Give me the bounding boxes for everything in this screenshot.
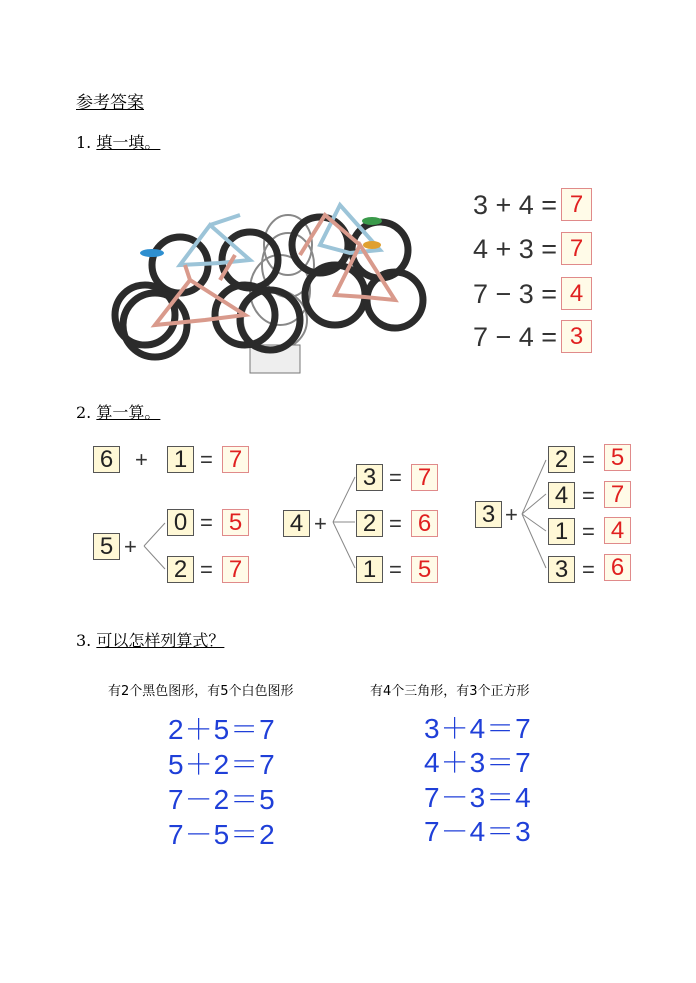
s2-row-b: 1 xyxy=(167,446,194,473)
s3-right-caption: 有4个三角形，有3个正方形 xyxy=(370,684,530,699)
tree2-base: 4 xyxy=(283,510,310,537)
s3-left-eq3: 7－2＝5 xyxy=(168,784,276,815)
s1-eq1-answer: 7 xyxy=(561,188,592,221)
s1-eq3-answer: 4 xyxy=(561,277,592,310)
tree3-item4-n: 3 xyxy=(548,556,575,583)
s3-right-eq3: 7－3＝4 xyxy=(424,782,532,813)
tree3-item2-answer: 7 xyxy=(604,481,631,508)
tree2-op: + xyxy=(314,511,327,536)
tree1-base: 5 xyxy=(93,533,120,560)
s1-eq1-expr: 3 + 4 = xyxy=(473,190,558,220)
s3-left-eq1: 2＋5＝7 xyxy=(168,714,276,745)
tree2-item2-n: 2 xyxy=(356,510,383,537)
tree3-item2-eq: = xyxy=(582,483,595,508)
section1-title-text: 填一填。 xyxy=(96,133,161,152)
tree3-op: + xyxy=(505,502,518,527)
tree2-item2-eq: = xyxy=(389,511,402,536)
tree3-item1-answer: 5 xyxy=(604,444,631,471)
tree3-item4-answer: 6 xyxy=(604,554,631,581)
tree1-item1-eq: = xyxy=(200,510,213,535)
tree2-item3-eq: = xyxy=(389,557,402,582)
s2-row-answer: 7 xyxy=(222,446,249,473)
tree1-op: + xyxy=(124,534,137,559)
s3-left-eq2: 5＋2＝7 xyxy=(168,749,276,780)
tree2-item1-answer: 7 xyxy=(411,464,438,491)
section3-title xyxy=(76,628,224,651)
section3-title-text: 可以怎样列算式？ xyxy=(96,631,225,650)
tree3-item3-n: 1 xyxy=(548,518,575,545)
tree3-item3-eq: = xyxy=(582,519,595,544)
tree3-item1-n: 2 xyxy=(548,446,575,473)
s3-left-caption: 有2个黑色图形，有5个白色图形 xyxy=(108,684,294,699)
tree2-item2-answer: 6 xyxy=(411,510,438,537)
s2-row-a: 6 xyxy=(93,446,120,473)
s3-left-eq4: 7－5＝2 xyxy=(168,819,276,850)
section1-number: 1. xyxy=(76,133,92,152)
tree3-item2-n: 4 xyxy=(548,482,575,509)
s1-eq4-answer: 3 xyxy=(561,320,592,353)
s2-row-eq: = xyxy=(200,447,213,472)
tree2-item1-n: 3 xyxy=(356,464,383,491)
tree3-item3-answer: 4 xyxy=(604,517,631,544)
tree3-base: 3 xyxy=(475,501,502,528)
s3-right-eq2: 4＋3＝7 xyxy=(424,747,532,778)
section3-number: 3. xyxy=(76,631,92,650)
s2-row-op: + xyxy=(135,447,148,472)
section2-title-text: 算一算。 xyxy=(96,403,161,422)
s3-right-eq4: 7－4＝3 xyxy=(424,816,532,847)
tree1-item2-answer: 7 xyxy=(222,556,249,583)
tree2-item3-answer: 5 xyxy=(411,556,438,583)
s3-right-eq1: 3＋4＝7 xyxy=(424,713,532,744)
tree2-item1-eq: = xyxy=(389,465,402,490)
tree1-item1-n: 0 xyxy=(167,509,194,536)
page-heading: 参考答案 xyxy=(76,93,144,113)
tree1-item2-n: 2 xyxy=(167,556,194,583)
tree1-item1-answer: 5 xyxy=(222,509,249,536)
section2-number: 2. xyxy=(76,403,92,422)
tree2-item3-n: 1 xyxy=(356,556,383,583)
tree3-item4-eq: = xyxy=(582,557,595,582)
s1-eq2-expr: 4 + 3 = xyxy=(473,234,558,264)
s1-eq4-expr: 7 − 4 = xyxy=(473,322,558,352)
tree3-item1-eq: = xyxy=(582,447,595,472)
tree1-item2-eq: = xyxy=(200,557,213,582)
s1-eq3-expr: 7 − 3 = xyxy=(473,279,558,309)
s1-eq2-answer: 7 xyxy=(561,232,592,265)
